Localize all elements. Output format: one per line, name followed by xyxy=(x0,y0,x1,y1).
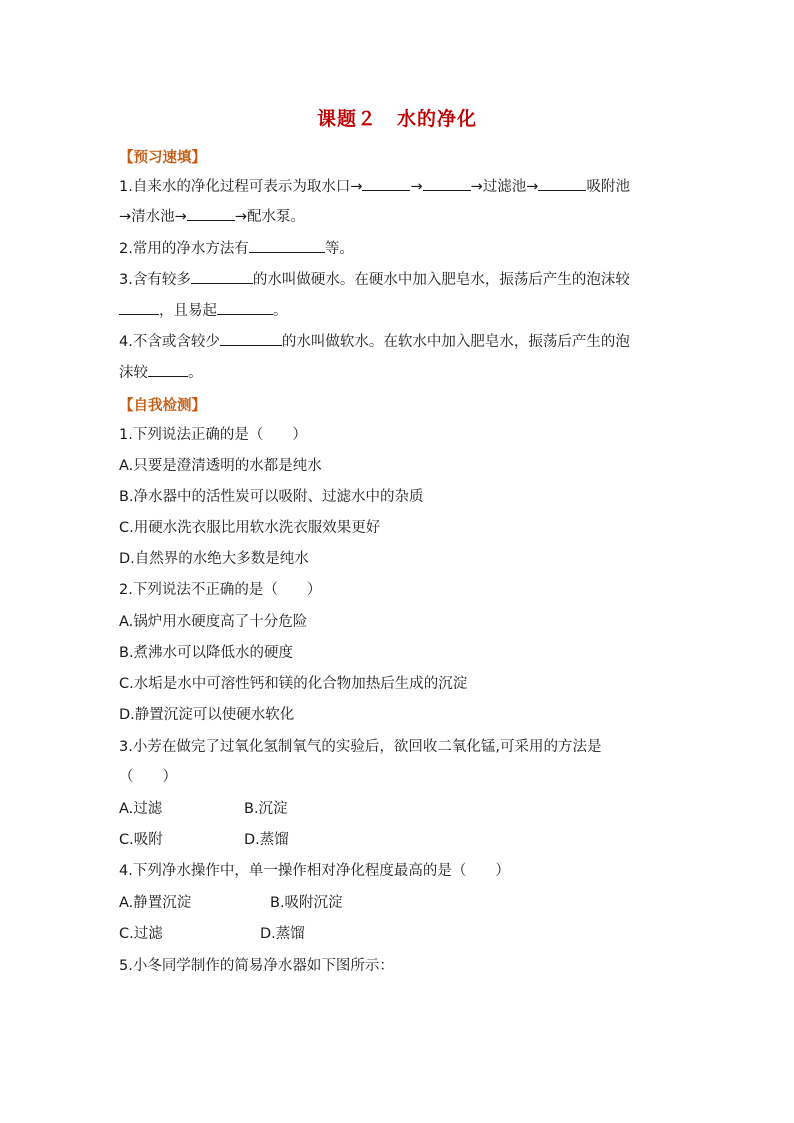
selfcheck-question-2: 2.下列说法不正确的是（ ） xyxy=(119,582,322,598)
preview-q1-text-d: →清水池→ xyxy=(119,209,187,225)
selfcheck-q4-option-b: B.吸附沉淀 xyxy=(270,895,343,911)
selfcheck-question-1: 1.下列说法正确的是（ ） xyxy=(119,427,307,443)
selfcheck-question-3: 3.小芳在做完了过氧化氢制氧气的实验后，欲回收二氧化锰,可采用的方法是 xyxy=(119,739,602,755)
preview-q3-text-a: 3.含有较多 xyxy=(119,272,191,288)
selfcheck-q2-option-a: A.锅炉用水硬度高了十分危险 xyxy=(119,614,308,630)
preview-q4-text-c: 沫较 xyxy=(119,365,148,381)
selfcheck-q3-option-c: C.吸附 xyxy=(119,832,163,848)
section-heading-selfcheck: 【自我检测】 xyxy=(119,398,206,414)
preview-q3-text-c: ，且易起 xyxy=(159,303,217,319)
preview-q1-arrow: → xyxy=(410,179,423,195)
selfcheck-q2-option-b: B.煮沸水可以降低水的硬度 xyxy=(119,645,294,661)
selfcheck-q2-option-c: C.水垢是水中可溶性钙和镁的化合物加热后生成的沉淀 xyxy=(119,676,468,692)
preview-q1-text-a: 1.自来水的净化过程可表示为取水口→ xyxy=(119,179,363,195)
preview-question-3 xyxy=(119,269,630,290)
selfcheck-q4-option-c: C.过滤 xyxy=(119,926,163,942)
preview-q2-text-b: 等。 xyxy=(324,241,354,257)
selfcheck-question-5: 5.小冬同学制作的简易净水器如下图所示： xyxy=(119,958,394,974)
answer-blank[interactable] xyxy=(249,238,325,253)
section-heading-preview: 【预习速填】 xyxy=(119,150,206,166)
selfcheck-question-3-cont: （ ） xyxy=(119,769,177,785)
answer-blank[interactable] xyxy=(538,176,586,191)
preview-q4-text-a: 4.不含或含较少 xyxy=(119,334,220,350)
preview-q3-text-d: 。 xyxy=(273,303,288,319)
page-title: 课题２ 水的净化 xyxy=(316,108,477,130)
answer-blank[interactable] xyxy=(217,300,273,315)
answer-blank[interactable] xyxy=(148,362,188,377)
selfcheck-q3-option-a: A.过滤 xyxy=(119,801,163,817)
preview-question-1-cont xyxy=(119,206,305,227)
answer-blank[interactable] xyxy=(423,176,471,191)
selfcheck-q1-option-b: B.净水器中的活性炭可以吸附、过滤水中的杂质 xyxy=(119,489,424,505)
selfcheck-question-4: 4.下列净水操作中，单一操作相对净化程度最高的是（ ） xyxy=(119,863,510,879)
preview-question-3-cont xyxy=(119,300,288,321)
preview-q2-text-a: 2.常用的净水方法有 xyxy=(119,241,249,257)
preview-q1-text-c: 吸附池 xyxy=(586,179,630,195)
preview-question-1 xyxy=(119,176,630,197)
selfcheck-q1-option-d: D.自然界的水绝大多数是纯水 xyxy=(119,551,309,567)
answer-blank[interactable] xyxy=(187,206,235,221)
answer-blank[interactable] xyxy=(119,300,159,315)
selfcheck-q3-option-b: B.沉淀 xyxy=(244,801,288,817)
preview-question-4-cont xyxy=(119,362,203,383)
preview-q1-text-b: →过滤池→ xyxy=(470,179,539,195)
preview-question-4 xyxy=(119,331,630,352)
selfcheck-q4-option-a: A.静置沉淀 xyxy=(119,895,192,911)
answer-blank[interactable] xyxy=(362,176,410,191)
preview-q4-text-d: 。 xyxy=(188,365,203,381)
preview-q4-text-b: 的水叫做软水。在软水中加入肥皂水，振荡后产生的泡 xyxy=(281,334,630,350)
selfcheck-q1-option-a: A.只要是澄清透明的水都是纯水 xyxy=(119,458,322,474)
preview-q1-text-e: →配水泵。 xyxy=(234,209,305,225)
selfcheck-q3-option-d: D.蒸馏 xyxy=(244,832,289,848)
preview-q3-text-b: 的水叫做硬水。在硬水中加入肥皂水，振荡后产生的泡沫较 xyxy=(252,272,630,288)
answer-blank[interactable] xyxy=(220,331,282,346)
selfcheck-q2-option-d: D.静置沉淀可以使硬水软化 xyxy=(119,707,295,723)
preview-question-2 xyxy=(119,238,354,259)
answer-blank[interactable] xyxy=(191,269,253,284)
selfcheck-q4-option-d: D.蒸馏 xyxy=(260,926,305,942)
selfcheck-q1-option-c: C.用硬水洗衣服比用软水洗衣服效果更好 xyxy=(119,520,381,536)
